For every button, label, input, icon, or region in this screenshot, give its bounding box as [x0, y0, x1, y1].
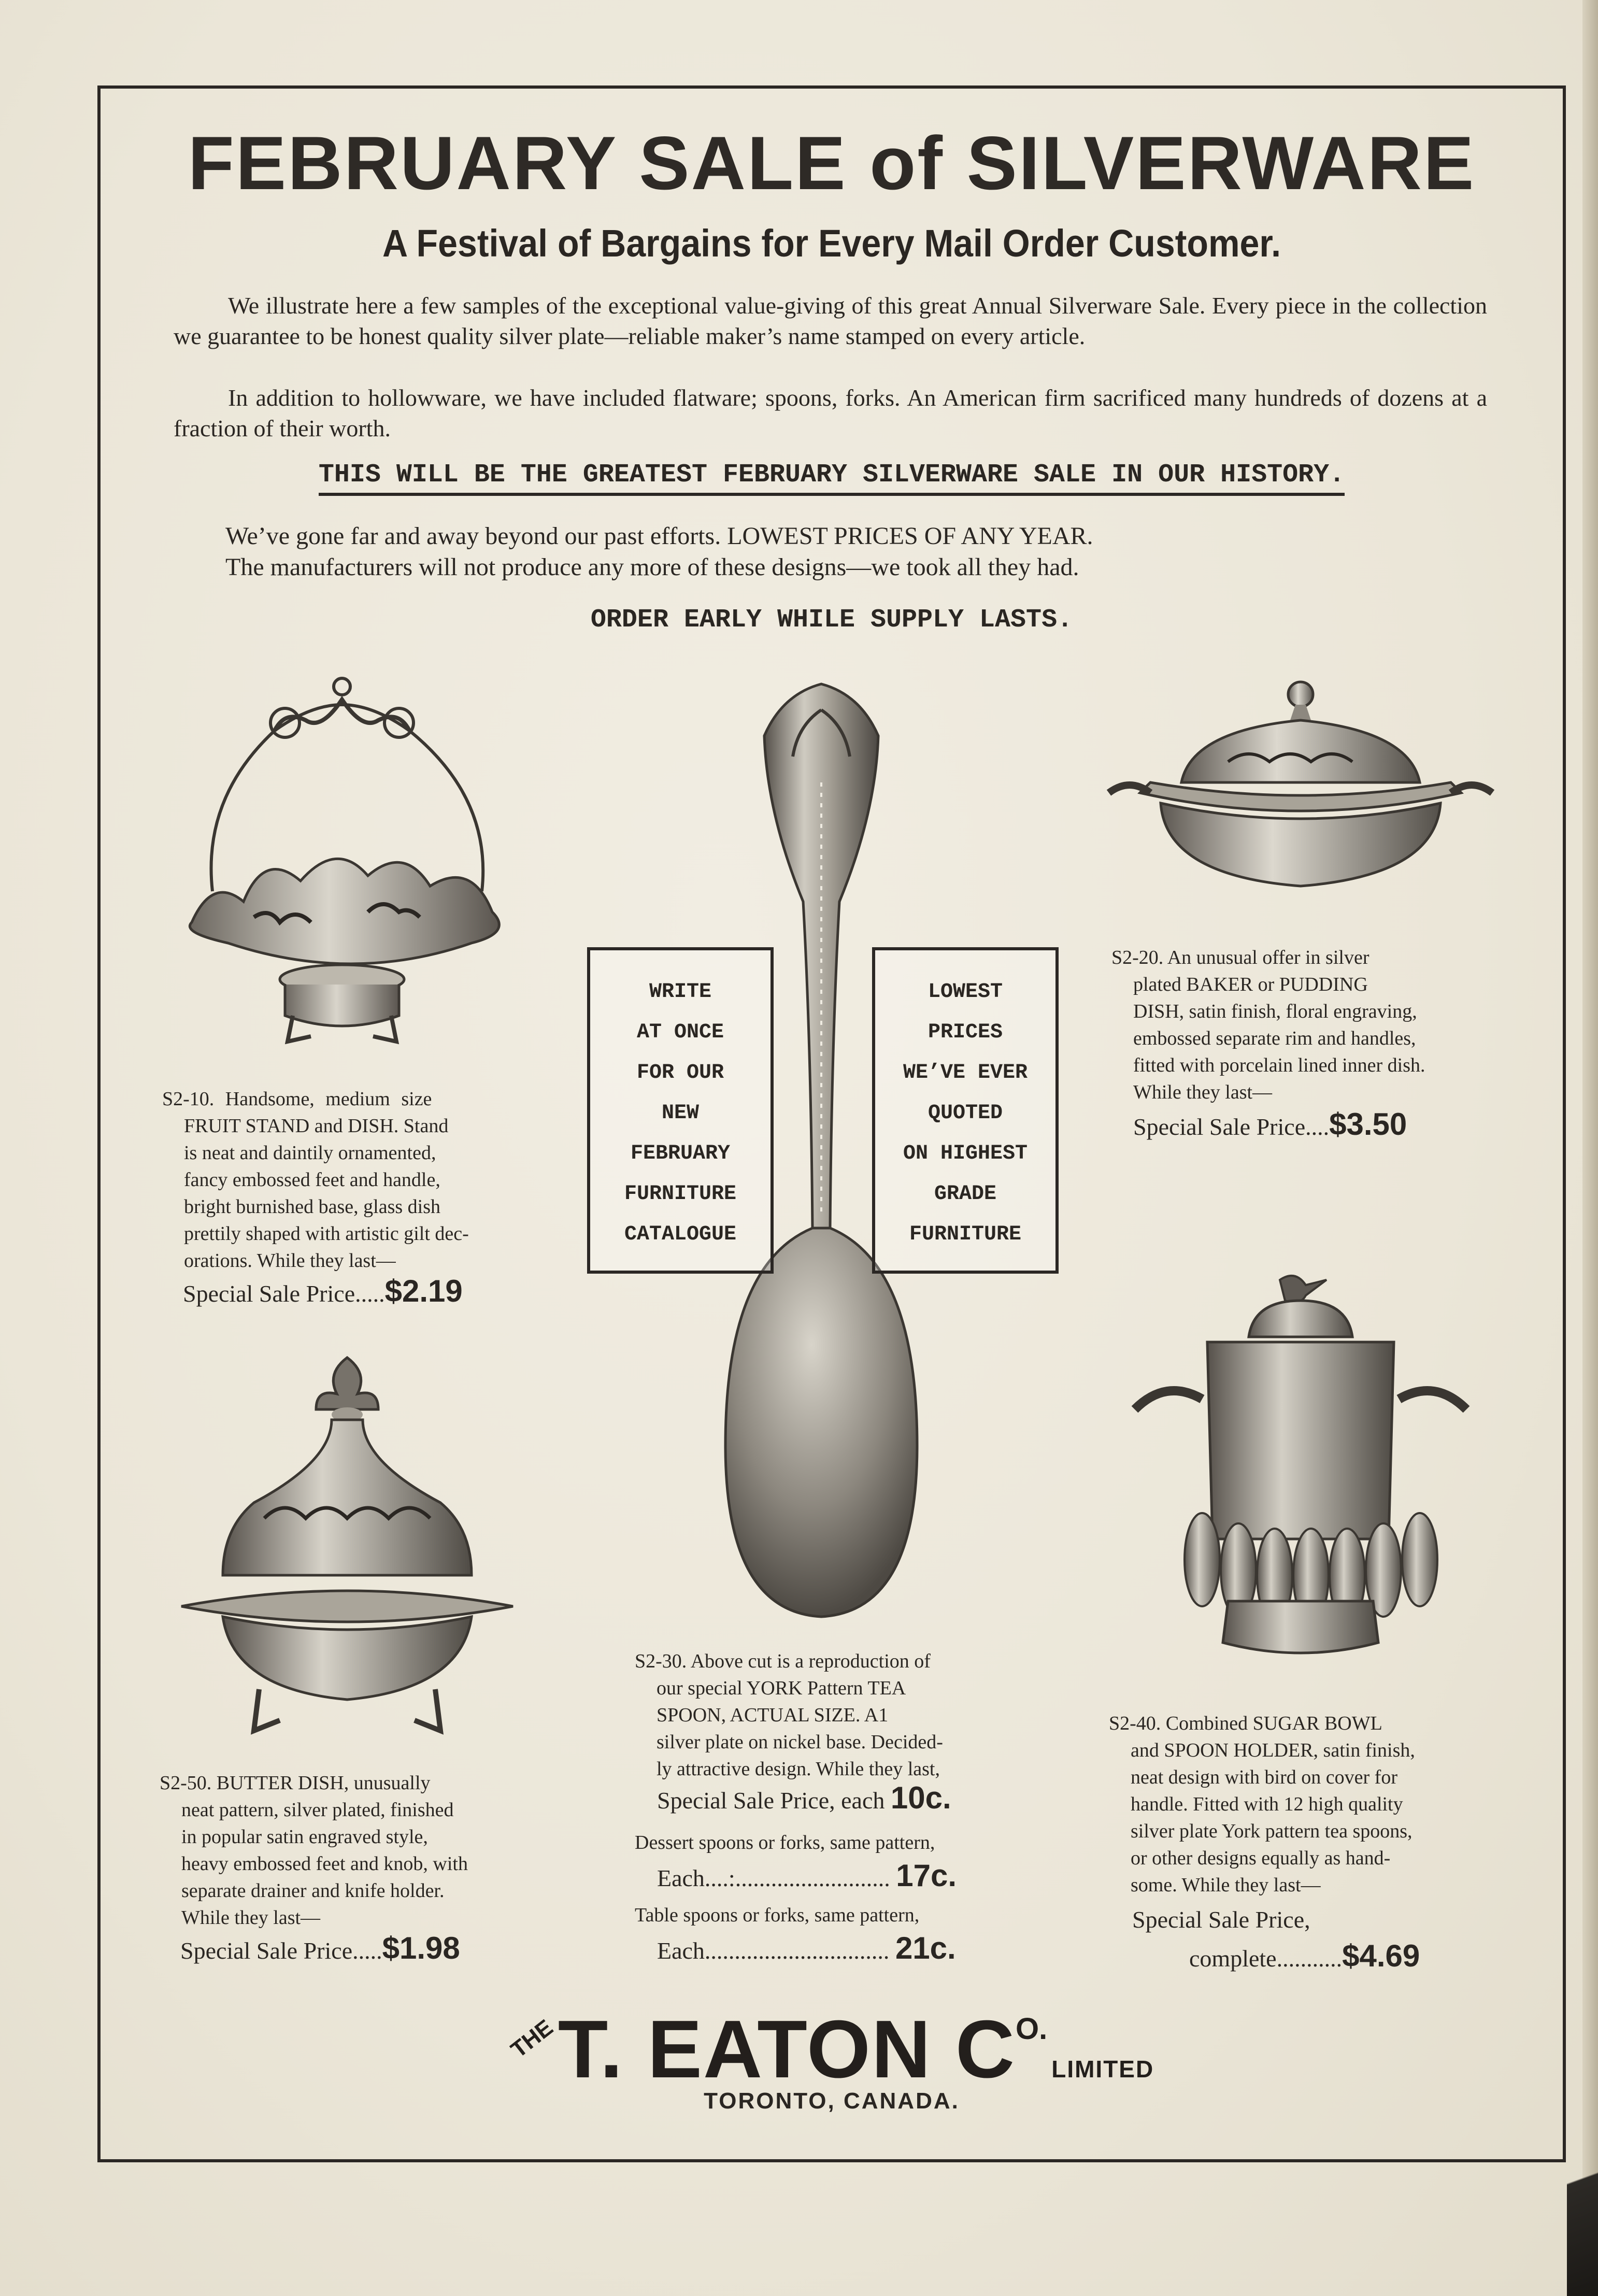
item-s2-40-line: handle. Fitted with 12 high quality: [1131, 1793, 1403, 1815]
page-edge: [1582, 0, 1598, 2296]
item-s2-20-title: S2-20. An unusual offer in silver: [1111, 947, 1369, 968]
statement-2: The manufacturers will not produce any more of these designs—we took all they had.: [225, 553, 1079, 581]
item-s2-20-price-line: [1133, 1109, 1407, 1143]
item-s2-20-line: DISH, satin finish, floral engraving,: [1133, 1001, 1417, 1022]
item-s2-40-line: some. While they last—: [1131, 1874, 1321, 1896]
item-s2-30-line: silver plate on nickel base. Decided-: [657, 1731, 943, 1753]
item-s2-50-line: separate drainer and knife holder.: [181, 1880, 445, 1902]
butter-dish-illustration: [176, 1347, 518, 1746]
each-label: Each...............................: [657, 1937, 890, 1964]
box-left-line: FEBRUARY: [630, 1142, 731, 1165]
headline: FEBRUARY SALE of SILVERWARE: [188, 121, 1476, 205]
box-right-line: WE’VE EVER: [903, 1061, 1028, 1085]
pudding-dish-illustration: [1104, 674, 1497, 896]
item-s2-20-line: fitted with porcelain lined inner dish.: [1133, 1054, 1425, 1076]
box-left-line: AT ONCE: [636, 1021, 724, 1044]
item-s2-20-line: embossed separate rim and handles,: [1133, 1028, 1416, 1049]
page-curl: [1567, 2130, 1598, 2296]
item-s2-50-line: in popular satin engraved style,: [181, 1826, 428, 1848]
box-right-line: LOWEST: [928, 980, 1003, 1004]
item-s2-40-line: silver plate York pattern tea spoons,: [1131, 1820, 1412, 1842]
dessert-spoons-price-line: [657, 1860, 957, 1894]
item-s2-50-description: [160, 1770, 543, 1931]
item-s2-20-line: While they last—: [1133, 1081, 1273, 1103]
box-left-line: NEW: [661, 1102, 699, 1125]
item-s2-30-line: our special YORK Pattern TEA: [657, 1677, 906, 1699]
item-s2-10-line: is neat and daintily ornamented,: [184, 1142, 436, 1164]
item-s2-20-price: $3.50: [1329, 1107, 1407, 1142]
logo-co: O.: [1016, 2012, 1048, 2046]
dessert-spoons-label: Dessert spoons or forks, same pattern,: [635, 1832, 935, 1853]
item-s2-40-price-label: Special Sale Price,: [1132, 1906, 1310, 1933]
each-label: Each....:..........................: [657, 1865, 890, 1891]
box-right-line: GRADE: [934, 1182, 997, 1206]
item-s2-20-description: [1111, 944, 1505, 1106]
item-s2-20-line: plated BAKER or PUDDING: [1133, 974, 1368, 995]
item-s2-10-line: FRUIT STAND and DISH. Stand: [184, 1115, 449, 1137]
item-s2-50-line: heavy embossed feet and knob, with: [181, 1853, 468, 1875]
item-s2-10-line: bright burnished base, glass dish: [184, 1196, 441, 1218]
item-s2-40-description: [1109, 1710, 1508, 1899]
item-s2-10-line: orations. While they last—: [184, 1250, 396, 1272]
item-s2-10-price-line: [183, 1276, 463, 1309]
price-label: complete...........: [1189, 1945, 1343, 1972]
logo-name: T. EATON C: [558, 2004, 1016, 2095]
item-s2-40-line: and SPOON HOLDER, satin finish,: [1131, 1739, 1415, 1761]
item-s2-40-price-line: [1189, 1938, 1420, 1974]
item-s2-40-line: or other designs equally as hand-: [1131, 1847, 1391, 1869]
item-s2-50-line: neat pattern, silver plated, finished: [181, 1799, 454, 1821]
box-left-line: CATALOGUE: [624, 1223, 737, 1246]
sugar-bowl-illustration: [1130, 1270, 1472, 1663]
table-spoons-label: Table spoons or forks, same pattern,: [635, 1904, 920, 1926]
eaton-logo: [104, 2003, 1560, 2097]
item-s2-50-price: $1.98: [382, 1931, 460, 1965]
logo-city: TORONTO, CANADA.: [704, 2088, 960, 2114]
banner: THIS WILL BE THE GREATEST FEBRUARY SILVERWARE SALE IN OUR HISTORY.: [104, 459, 1560, 492]
box-right-line: FURNITURE: [909, 1223, 1022, 1246]
subheadline: A Festival of Bargains for Every Mail Order Customer.: [382, 222, 1281, 265]
item-s2-10-title: S2-10. Handsome, medium size: [162, 1088, 432, 1110]
box-right-line: ON HIGHEST: [903, 1142, 1028, 1165]
item-s2-50-price-line: [180, 1933, 460, 1966]
intro-paragraph-2: In addition to hollowware, we have included flatware; spoons, forks. An American firm sacrificed many hundreds of dozens at a fraction of their worth.: [174, 384, 1487, 441]
box-right-line: PRICES: [928, 1021, 1003, 1044]
box-left-line: FOR OUR: [636, 1061, 724, 1085]
table-spoons-price-line: [657, 1933, 956, 1966]
item-s2-30-price-line: [657, 1782, 951, 1816]
item-s2-30-line: SPOON, ACTUAL SIZE. A1: [657, 1704, 889, 1726]
item-s2-50-line: While they last—: [181, 1907, 321, 1929]
statement-1: We’ve gone far and away beyond our past efforts. LOWEST PRICES OF ANY YEAR.: [225, 522, 1093, 550]
price-label: Special Sale Price.....: [183, 1280, 385, 1307]
item-s2-40-line: neat design with bird on cover for: [1131, 1766, 1397, 1788]
logo-limited: LIMITED: [1051, 2056, 1154, 2083]
price-label: Special Sale Price....: [1133, 1114, 1330, 1140]
box-right-line: QUOTED: [928, 1102, 1003, 1125]
item-s2-30-line: ly attractive design. While they last,: [657, 1758, 940, 1780]
item-s2-30-price: 10c.: [890, 1780, 951, 1815]
item-s2-10-line: fancy embossed feet and handle,: [184, 1169, 440, 1191]
price-label: Special Sale Price.....: [180, 1937, 382, 1964]
item-s2-40-title: S2-40. Combined SUGAR BOWL: [1109, 1713, 1382, 1734]
box-left-line: FURNITURE: [624, 1182, 737, 1206]
item-s2-30-title: S2-30. Above cut is a reproduction of: [635, 1650, 931, 1672]
item-s2-10-price: $2.19: [384, 1274, 463, 1308]
dessert-spoons-price: 17c.: [896, 1858, 957, 1893]
lowest-prices-box: [872, 947, 1059, 1274]
box-left-line: WRITE: [649, 980, 712, 1004]
order-early-notice: ORDER EARLY WHILE SUPPLY LASTS.: [590, 605, 1073, 635]
item-s2-10-line: prettily shaped with artistic gilt dec-: [184, 1223, 469, 1245]
intro-paragraph-1: We illustrate here a few samples of the exceptional value-giving of this great Annual Silverware Sale. Every piece in the collection we guarantee to be honest quality silver plate—reliable maker’s name stamped on every article.: [174, 292, 1487, 349]
fruit-stand-illustration: [181, 674, 523, 1062]
item-s2-40-price: $4.69: [1342, 1938, 1420, 1973]
write-at-once-box: [587, 947, 774, 1274]
item-s2-10-description: [162, 1086, 540, 1274]
item-s2-30-description: [635, 1648, 1029, 1782]
logo-the: THE: [506, 2015, 558, 2063]
table-spoons-price: 21c.: [895, 1931, 956, 1965]
price-label: Special Sale Price, each: [657, 1787, 885, 1814]
item-s2-50-title: S2-50. BUTTER DISH, unusually: [160, 1772, 431, 1794]
